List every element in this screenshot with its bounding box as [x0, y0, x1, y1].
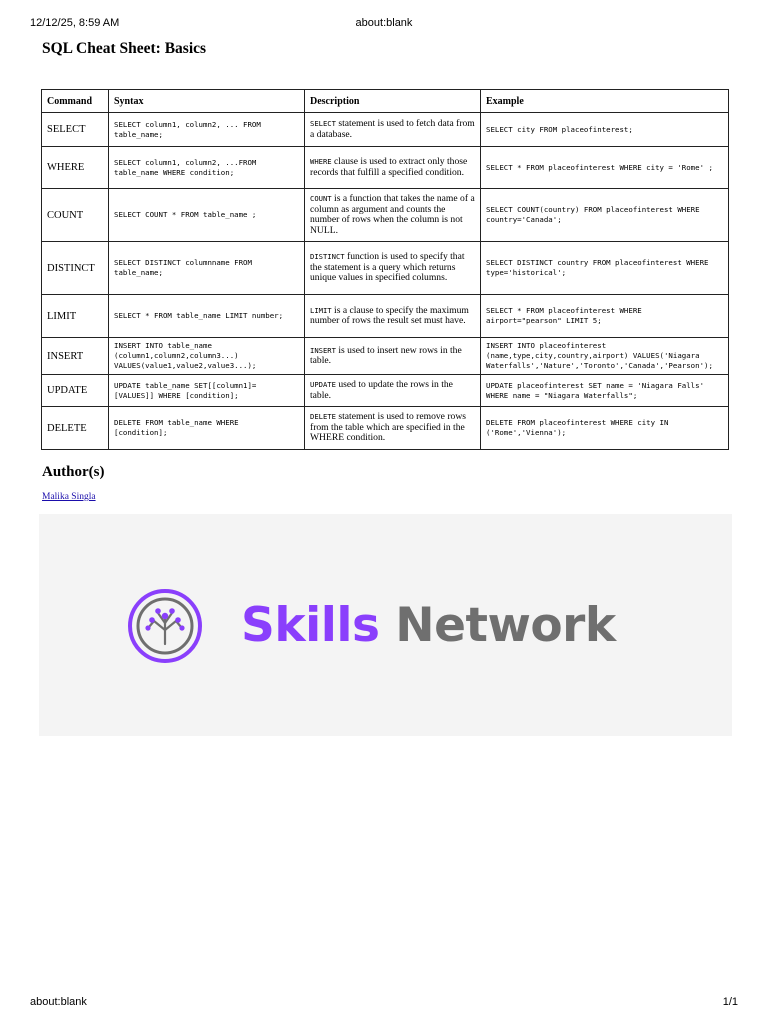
example-cell: UPDATE placeofinterest SET name = 'Niagara Falls' WHERE name = "Niagara Waterfalls";	[481, 375, 729, 407]
table-row	[42, 147, 729, 189]
description-text: statement is used to remove rows from the table which are specified in the WHERE condition.	[310, 411, 466, 444]
syntax-cell: SELECT COUNT * FROM table_name ;	[109, 189, 305, 242]
syntax-cell: SELECT DISTINCT columnname FROM table_name;	[109, 242, 305, 295]
table-row	[42, 338, 729, 375]
description-cell	[305, 295, 481, 338]
header-example: Example	[481, 90, 729, 113]
example-cell: DELETE FROM placeofinterest WHERE city IN ('Rome','Vienna');	[481, 407, 729, 450]
description-keyword: UPDATE	[310, 380, 336, 389]
description-cell	[305, 242, 481, 295]
description-keyword: DISTINCT	[310, 252, 345, 262]
command-cell: SELECT	[42, 113, 109, 147]
syntax-cell: SELECT column1, column2, ...FROM table_name WHERE condition;	[109, 147, 305, 189]
cheat-sheet-table	[41, 89, 729, 450]
syntax-cell: SELECT * FROM table_name LIMIT number;	[109, 295, 305, 338]
table-header-row	[42, 90, 729, 113]
description-cell	[305, 338, 481, 375]
author-link[interactable]: Malika Singla	[42, 492, 96, 502]
description-cell	[305, 189, 481, 242]
table-row	[42, 113, 729, 147]
syntax-cell: DELETE FROM table_name WHERE [condition];	[109, 407, 305, 450]
syntax-cell: UPDATE table_name SET[[column1]= [VALUES]] WHERE [condition];	[109, 375, 305, 407]
logo-word-network: Network	[395, 598, 616, 653]
command-cell: DELETE	[42, 407, 109, 450]
table-row	[42, 189, 729, 242]
description-text: clause is used to extract only those records that fulfill a specified condition.	[310, 156, 468, 178]
skills-network-logo-banner	[39, 514, 732, 736]
description-text: is a function that takes the name of a column as argument and counts the number of rows when the column is not NULL.	[310, 193, 475, 236]
example-cell: SELECT * FROM placeofinterest WHERE airport="pearson" LIMIT 5;	[481, 295, 729, 338]
description-keyword: DELETE	[310, 412, 336, 422]
description-keyword: COUNT	[310, 194, 332, 203]
description-cell	[305, 407, 481, 450]
table-row	[42, 407, 729, 450]
table-row	[42, 295, 729, 338]
example-cell: SELECT city FROM placeofinterest;	[481, 113, 729, 147]
skills-network-wordmark	[241, 594, 616, 658]
header-command: Command	[42, 90, 109, 113]
command-cell: WHERE	[42, 147, 109, 189]
description-text: function is used to specify that the statement is a query which returns unique values in specified columns.	[310, 251, 465, 284]
description-keyword: LIMIT	[310, 305, 332, 315]
command-cell: UPDATE	[42, 375, 109, 407]
skills-network-emblem-icon	[125, 586, 205, 666]
print-header	[0, 17, 768, 31]
description-text: used to update the rows in the table.	[310, 379, 453, 401]
header-syntax: Syntax	[109, 90, 305, 113]
description-keyword: INSERT	[310, 345, 336, 355]
description-cell	[305, 113, 481, 147]
description-keyword: WHERE	[310, 157, 332, 166]
command-cell: DISTINCT	[42, 242, 109, 295]
print-date: 12/12/25, 8:59 AM	[30, 17, 120, 29]
header-description: Description	[305, 90, 481, 113]
command-cell: LIMIT	[42, 295, 109, 338]
table-row	[42, 375, 729, 407]
description-text: is used to insert new rows in the table.	[310, 344, 462, 366]
example-cell: SELECT DISTINCT country FROM placeofinterest WHERE type='historical';	[481, 242, 729, 295]
command-cell: INSERT	[42, 338, 109, 375]
print-url: about:blank	[355, 17, 413, 29]
syntax-cell: INSERT INTO table_name (column1,column2,column3...) VALUES(value1,value2,value3...);	[109, 338, 305, 375]
example-cell: SELECT COUNT(country) FROM placeofinterest WHERE country='Canada';	[481, 189, 729, 242]
logo-word-skills: Skills	[241, 598, 380, 653]
command-cell: COUNT	[42, 189, 109, 242]
syntax-cell: SELECT column1, column2, ... FROM table_name;	[109, 113, 305, 147]
authors-heading: Author(s)	[42, 464, 105, 480]
example-cell: SELECT * FROM placeofinterest WHERE city = 'Rome' ;	[481, 147, 729, 189]
description-keyword: SELECT	[310, 119, 336, 128]
description-cell	[305, 147, 481, 189]
description-cell	[305, 375, 481, 407]
description-text: statement is used to fetch data from a database.	[310, 118, 475, 140]
footer-url: about:blank	[30, 996, 87, 1008]
page-title: SQL Cheat Sheet: Basics	[42, 40, 207, 57]
example-cell: INSERT INTO placeofinterest (name,type,city,country,airport) VALUES('Niagara Waterfalls','Nature','Toronto','Canada','Pearson');	[481, 338, 729, 375]
page-number: 1/1	[722, 996, 738, 1008]
table-row	[42, 242, 729, 295]
description-text: is a clause to specify the maximum number of rows the result set must have.	[310, 304, 469, 326]
